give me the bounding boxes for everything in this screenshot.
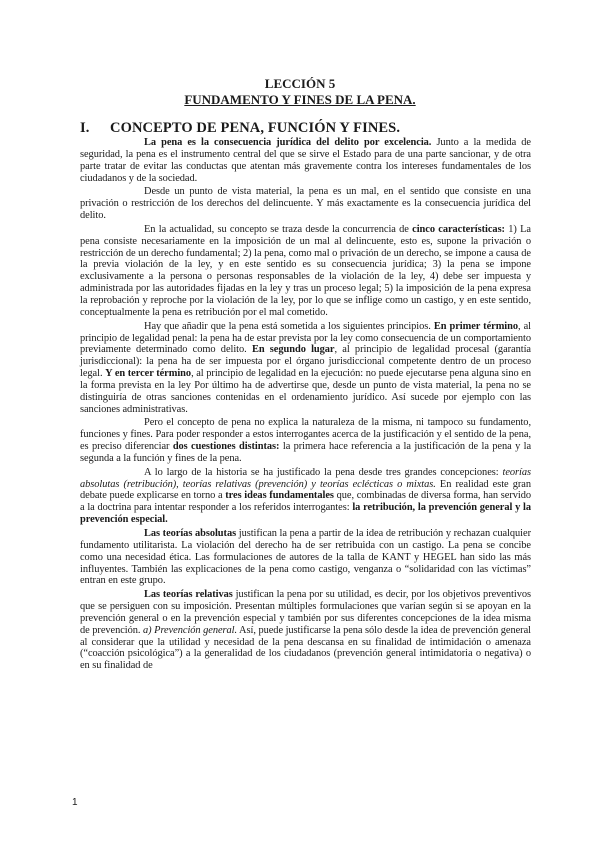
paragraph-4 — [80, 321, 531, 416]
p4-d: En segundo lugar — [251, 344, 335, 356]
lesson-subtitle: FUNDAMENTO Y FINES DE LA PENA. — [184, 92, 416, 107]
p4-a: Hay que añadir que la pena está sometida a los siguientes principios. — [144, 320, 434, 332]
p5-c: la primera hace referencia a la justificación de la pena y la segunda a la función y fines de la pena. — [80, 441, 532, 464]
p5-a: Pero el concepto de pena no explica la naturaleza de la misma, ni tampoco su fundamento, funciones y fines. Para poder responder a estos interrogantes acerca de la justificación y el sentido de la pena, es preciso diferenciar — [80, 417, 531, 453]
p4-f: Y en tercer término — [105, 368, 192, 380]
p8-d: Así, puede justificarse la pena sólo desde la idea de prevención general al considerar que la utilidad y necesidad de la pena descansa en su finalidad de intimidación o amenaza (“coacción psicológica”) a la generalidad de los ciudadanos (prevención general intimidatoria o negativa) o en su finalidad de — [80, 624, 531, 672]
section-heading — [80, 119, 520, 137]
p4-g: , al principio de legalidad en la ejecución: no puede ejecutarse pena alguna sino en la forma prevista en la ley Por último ha de advertirse que, desde un punto de vista material, la pena no se distinguiría de otras sanciones contenidas en el ordenamiento jurídico. Así sucede por ejemplo con las sanciones administrativas. — [80, 368, 531, 415]
paragraph-5 — [80, 417, 531, 464]
paragraph-3 — [80, 224, 531, 319]
p7-b: justifican la pena a partir de la idea de retribución y rechazan cualquier fundamento utilitarista. La violación del derecho ha de ser retribuida con un castigo. La pena se concibe como una necesidad ética. Las formulaciones de autores de la talla de KANT y HEGEL han sido las más influyentes. También las explicaciones de la pena como castigo, venganza o “solidaridad con las víctimas” entran en este grupo. — [80, 528, 531, 587]
p6-d: tres ideas fundamentales — [225, 490, 334, 502]
p6-e: que, combinadas de diversa forma, han servido a la doctrina para intentar responder a los referidos interrogantes: — [80, 490, 531, 514]
page-number: 1 — [72, 797, 78, 808]
p4-b: En primer término — [433, 320, 519, 332]
p8-c: a) Prevención general. — [143, 624, 238, 636]
p6-b: teorías absolutas (retribución), teorías relativas (prevención) y teorías eclécticas o mixtas. — [80, 466, 531, 490]
p6-a: A lo largo de la historia se ha justificado la pena desde tres grandes concepciones: — [144, 466, 503, 478]
paragraph-7 — [80, 528, 531, 587]
p4-c: , al principio de legalidad penal: la pena ha de estar prevista por la ley como consecuencia de un comportamiento previamente determinado como delito. — [80, 320, 531, 356]
p6-c: En realidad este gran debate puede explicarse en torno a — [80, 478, 531, 502]
paragraph-2: Desde un punto de vista material, la pena es un mal, en el sentido que consiste en una privación o restricción de los derechos del delincuente. Y más exactamente es la consecuencia jurídica del delito. — [80, 186, 531, 222]
p1-text: Junto a la medida de seguridad, la pena es el instrumento central del que se sirve el Estado para de una parte sancionar, y de otra parte tratar de evitar las conductas que atentan más gravemente contra los intereses fundamentales de los ciudadanos y de la sociedad. — [80, 137, 531, 184]
lesson-heading: LECCIÓN 5 — [264, 76, 336, 91]
p1-lead: La pena es la consecuencia jurídica del delito por excelencia. — [144, 137, 432, 148]
p3-b: cinco características: — [412, 223, 505, 235]
body-text — [80, 137, 531, 674]
p6-f: la retribución, la prevención general y la prevención especial. — [80, 502, 531, 526]
paragraph-8 — [80, 589, 531, 672]
p4-e: , al principio de legalidad procesal (garantía jurisdiccional): la pena ha de ser impuesta por el órgano jurisdiccional competente dentro de un proceso legal. — [80, 344, 531, 380]
p5-b: dos cuestiones distintas: — [172, 441, 280, 453]
p7-a: Las teorías absolutas — [144, 528, 237, 539]
p8-b: justifican la pena por su utilidad, es decir, por los objetivos preventivos que se persiguen con su imposición. Presentan múltiples formulaciones que varían según si se apoyan en la prevención general o en la prevención especial y también por sus diferentes concepciones de la idea misma de prevención. — [80, 589, 531, 636]
section-number: I. — [80, 120, 90, 136]
p3-c: 1) La pena consiste necesariamente en la imposición de un mal al delincuente, esto es, supone la privación o restricción de un derecho fundamental; 2) la pena, como mal o privación de un derecho, se impone a causa de la previa violación de la ley, y en este sentido es su consecuencia jurídica; 3) la pena se impone exclusivamente a la persona o personas responsables de la violación de la ley, 4) debe ser impuesta y administrada por las autoridades fijadas en la ley y tras un proceso legal; 5) la imposición de la pena expresa la reprobación y reproche por la violación de la ley, por lo que se inflige como un castigo, y en este sentido, conceptualmente la pena es retribución por el mal cometido. — [80, 223, 531, 318]
section-title: CONCEPTO DE PENA, FUNCIÓN Y FINES. — [110, 120, 401, 136]
paragraph-1 — [80, 137, 531, 184]
p3-a: En la actualidad, su concepto se traza desde la concurrencia de — [144, 223, 413, 235]
p8-a: Las teorías relativas — [144, 589, 233, 601]
paragraph-6 — [80, 467, 531, 526]
